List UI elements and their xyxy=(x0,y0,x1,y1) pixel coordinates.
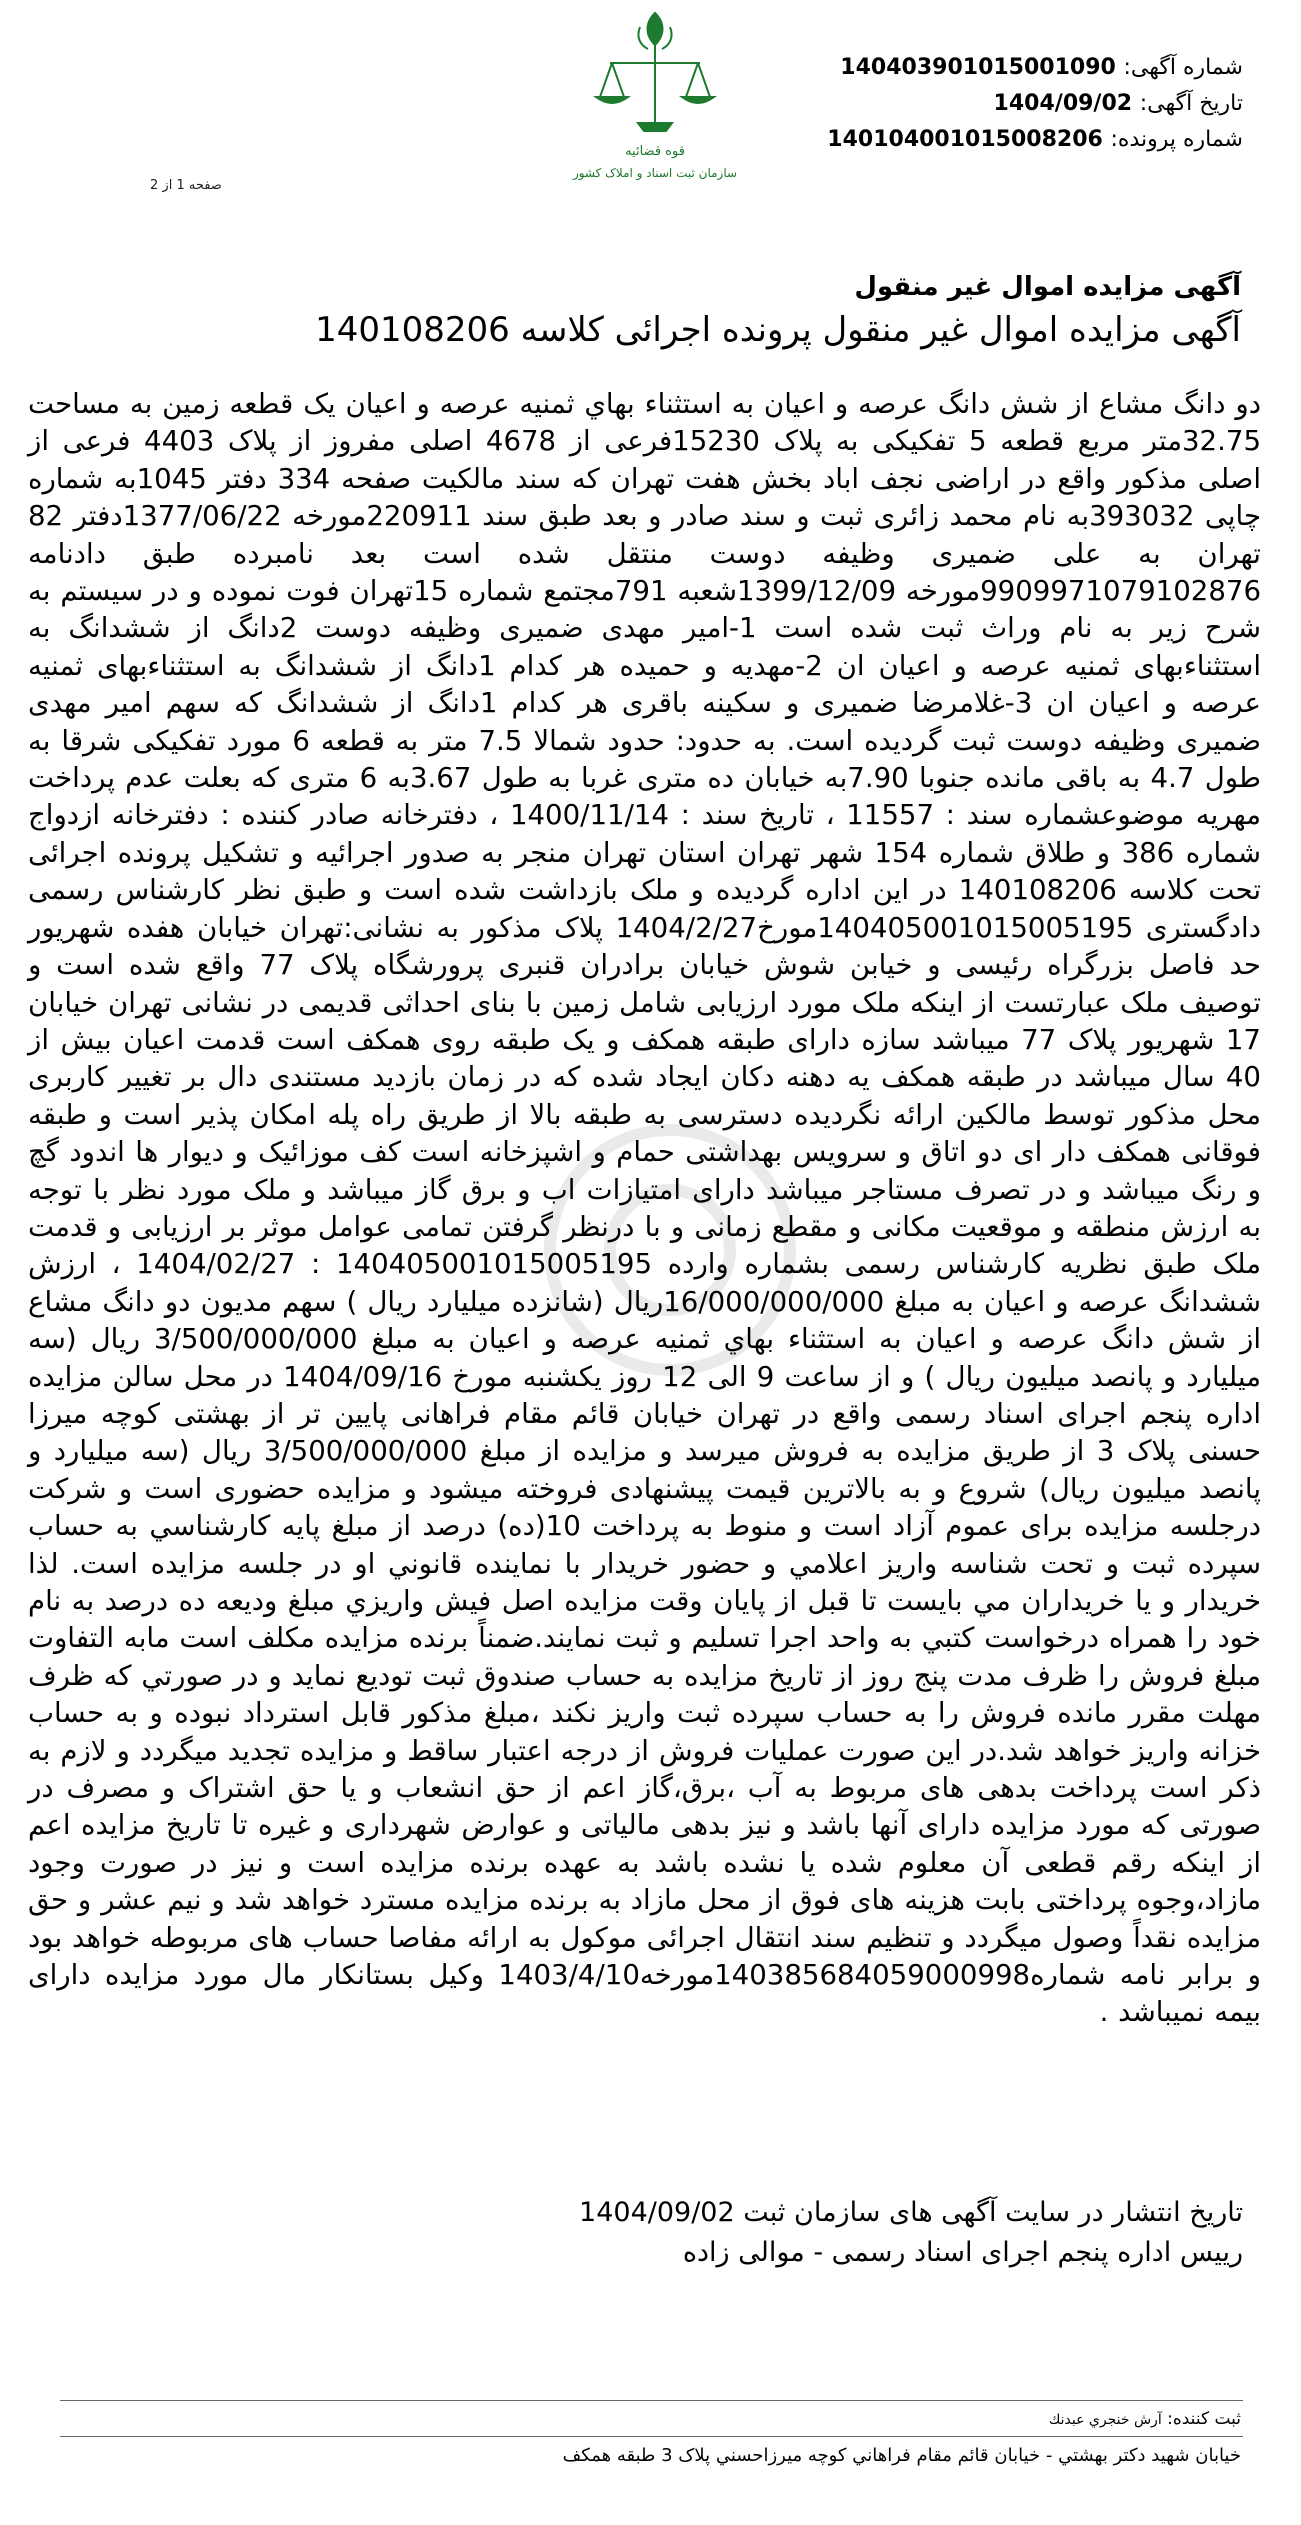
notice-date-row xyxy=(827,86,1243,122)
body-text: دو دانگ مشاع از شش دانگ عرصه و اعیان به استثناء بهاي ثمنیه عرصه و اعیان یک قطعه زمین به مساحت 32.75متر مربع قطعه 5 تفکیکی به پلاک 15230فرعی از 4678 اصلی مفروز از پلاک 4403 فرعی از اصلی مذکور واقع در اراضی نجف اباد بخش هفت تهران که سند مالکیت صفحه 334 دفتر 1045به شماره چاپی 393032به نام محمد زائری ثبت و سند صادر و بعد طبق سند 220911مورخه 1377/06/22دفتر 82 تهران به علی ضمیری وظیفه دوست منتقل شده است بعد نامبرده طبق دادنامه 9909971079102876مورخه 1399/12/09شعبه 791مجتمع شماره 15تهران فوت نموده و در سیستم به شرح زیر به نام وراث ثبت شده است 1-امیر مهدی ضمیری وظیفه دوست 2دانگ از ششدانگ به استثناءبهای ثمنیه عرصه و اعیان ان 2-مهدیه و حمیده هر کدام 1دانگ از ششدانگ به استثناءبهای ثمنیه عرصه و اعیان ان 3-غلامرضا ضمیری و سکینه باقری هر کدام 1دانگ از ششدانگ که سهم امیر مهدی ضمیری وظیفه دوست ثبت گردیده است. به حدود: حدود شمالا 7.5 متر به قطعه 6 مورد تفکیکی شرقا به طول 4.7 به باقی مانده جنوبا 7.90به خیابان ده متری غربا به طول 3.67به 6 متری که بعلت عدم پرداخت مهریه موضوعشماره سند : 11557 ، تاریخ سند : 1400/11/14 ، دفترخانه صادر کننده : دفترخانه ازدواج شماره 386 و طلاق شماره 154 شهر تهران استان تهران منجر به صدور اجرائیه و تشکیل پرونده اجرائی تحت کلاسه 140108206 در این اداره گردیده و ملک بازداشت شده است و طبق نظر کارشناس رسمی دادگستری 140405001015005195مورخ1404/2/27 پلاک مذکور به نشانی:تهران خیابان هفده شهریور حد فاصل بزرگراه رئیسی و خیابن شوش خیابان برادران قنبری پرورشگاه پلاک 77 واقع شده است و توصیف ملک عبارتست از اینکه ملک مورد ارزیابی شامل زمین با بنای احداثی قدیمی در نشانی تهران خیابان 17 شهریور پلاک 77 میباشد سازه دارای طبقه همکف و یک طبقه روی همکف است قدمت اعیان بیش از 40 سال میباشد در طبقه همکف یه دهنه دکان ایجاد شده که در زمان بازدید مستندی دال بر تغییر کاربری محل مذکور توسط مالکین ارائه نگردیده دسترسی به طبقه بالا از طریق راه پله امکان پذیر است و طبقه فوقانی همکف دار ای دو اتاق و سرویس بهداشتی حمام و اشپزخانه است کف موزائیک و دیوار ها اندود گچ و رنگ میباشد و در تصرف مستاجر میباشد دارای امتیازات اب و برق گاز میباشد و ملک مورد نظر با توجه به ارزش منطقه و موقعیت مکانی و مقطع زمانی و با درنظر گرفتن تمامی عوامل موثر بر ارزیابی و قدمت ملک طبق نظریه کارشناس رسمی بشماره وارده 140405001015005195 : 1404/02/27 ، ارزش ششدانگ عرصه و اعیان به مبلغ 16/000/000/000ریال (شانزده میلیارد ریال ) سهم مدیون دو دانگ مشاع از شش دانگ عرصه و اعیان به استثناء بهاي ثمنیه عرصه و اعیان به مبلغ 3/500/000/000 ریال (سه میلیارد و پانصد میلیون ریال ) و از ساعت 9 الی 12 روز یکشنبه مورخ 1404/09/16 در محل سالن مزایده اداره پنجم اجرای اسناد رسمی واقع در تهران خیابان قائم مقام فراهانی پایین تر از بهشتی کوچه میرزا حسنی پلاک 3 از طریق مزایده به فروش میرسد و مزایده از مبلغ 3/500/000/000 ریال (سه میلیارد و پانصد میلیون ریال) شروع و به بالاترین قیمت پیشنهادی فروخته میشود و مزایده حضوری است و شرکت درجلسه مزایده برای عموم آزاد است و منوط به پرداخت 10(ده) درصد از مبلغ پایه کارشناسي به حساب سپرده ثبت و تحت شناسه واریز اعلامي و حضور خریدار با نماینده قانوني او در جلسه مزایده است. لذا خریدار و یا خریداران مي بایست تا قبل از پایان وقت مزایده اصل فیش واریزي مبلغ ودیعه ده درصد به نام خود را همراه درخواست کتبي به واحد اجرا تسلیم و ثبت نمایند.ضمناً برنده مزایده مکلف است مابه التفاوت مبلغ فروش را ظرف مدت پنج روز از تاریخ مزایده به حساب صندوق ثبت تودیع نماید و در صورتي که ظرف مهلت مقرر مانده فروش را به حساب سپرده ثبت واریز نکند ،مبلغ مذکور قابل استرداد نبوده و به حساب خزانه واریز خواهد شد.در این صورت عملیات فروش از درجه اعتبار ساقط و مزایده تجدید میگردد و لازم به ذکر است پرداخت بدهی های مربوط به آب ،برق،گاز اعم از حق انشعاب و یا حق اشتراک و مصرف در صورتی که مورد مزایده دارای آنها باشد و نیز بدهی مالیاتی و عوارض شهرداری و غیره تا تاریخ مزایده اعم از اینکه رقم قطعی آن معلوم شده یا نشده باشد به عهده برنده مزایده است و نیز در صورت وجود مازاد،وجوه پرداختی بابت هزینه های فوق از محل مازاد به برنده مزایده مسترد خواهد شد و نیم عشر و حق مزایده نقداً وصول میگردد و تنظیم سند انتقال اجرائی موکول به ارائه مفاصا حساب های مربوطه خواهد بود و برابر نامه شماره140385684059000998مورخه1403/4/10 وکیل بستانکار مال مورد مزایده دارای بیمه نمیباشد . xyxy=(28,387,1262,2029)
page-indicator: صفحه 1 از 2 xyxy=(150,178,222,193)
registrar-label: ثبت کننده: xyxy=(1167,2409,1241,2429)
judiciary-emblem-icon xyxy=(560,5,750,190)
registrar-row xyxy=(1049,2409,1241,2429)
emblem-caption-line2: سازمان ثبت اسناد و املاک کشور xyxy=(572,166,738,180)
notice-title: آگهی مزایده اموال غیر منقول xyxy=(854,272,1241,302)
registrar-name: آرش خنجري عبدنك xyxy=(1048,2412,1162,2428)
office-address: خیابان شهید دکتر بهشتي - خیابان قائم مقام فراهاني کوچه میرزاحسني پلاک 3 طبقه همکف xyxy=(562,2445,1241,2466)
publish-date-line: تاریخ انتشار در سایت آگهی های سازمان ثبت 1404/09/02 xyxy=(579,2197,1243,2228)
notice-subtitle: آگهی مزایده اموال غیر منقول پرونده اجرائی کلاسه 140108206 xyxy=(315,310,1241,350)
signature-line: رییس اداره پنجم اجرای اسناد رسمی - موالی زاده xyxy=(682,2237,1243,2268)
divider-top xyxy=(60,2400,1243,2401)
notice-footer xyxy=(579,2193,1243,2273)
notice-date: 1404/09/02 xyxy=(993,91,1133,116)
notice-number: 140403901015001090 xyxy=(840,55,1116,80)
notice-number-label: شماره آگهی: xyxy=(1123,55,1243,80)
notice-date-label: تاریخ آگهی: xyxy=(1139,91,1243,116)
emblem-caption-line1: قوه قضائیه xyxy=(625,144,685,159)
file-number-row xyxy=(827,122,1243,158)
notice-body xyxy=(28,385,1261,2031)
notice-meta xyxy=(827,50,1243,158)
divider-bottom xyxy=(60,2436,1243,2437)
file-number: 140104001015008206 xyxy=(827,127,1103,152)
file-number-label: شماره پرونده: xyxy=(1110,127,1243,152)
notice-number-row xyxy=(827,50,1243,86)
